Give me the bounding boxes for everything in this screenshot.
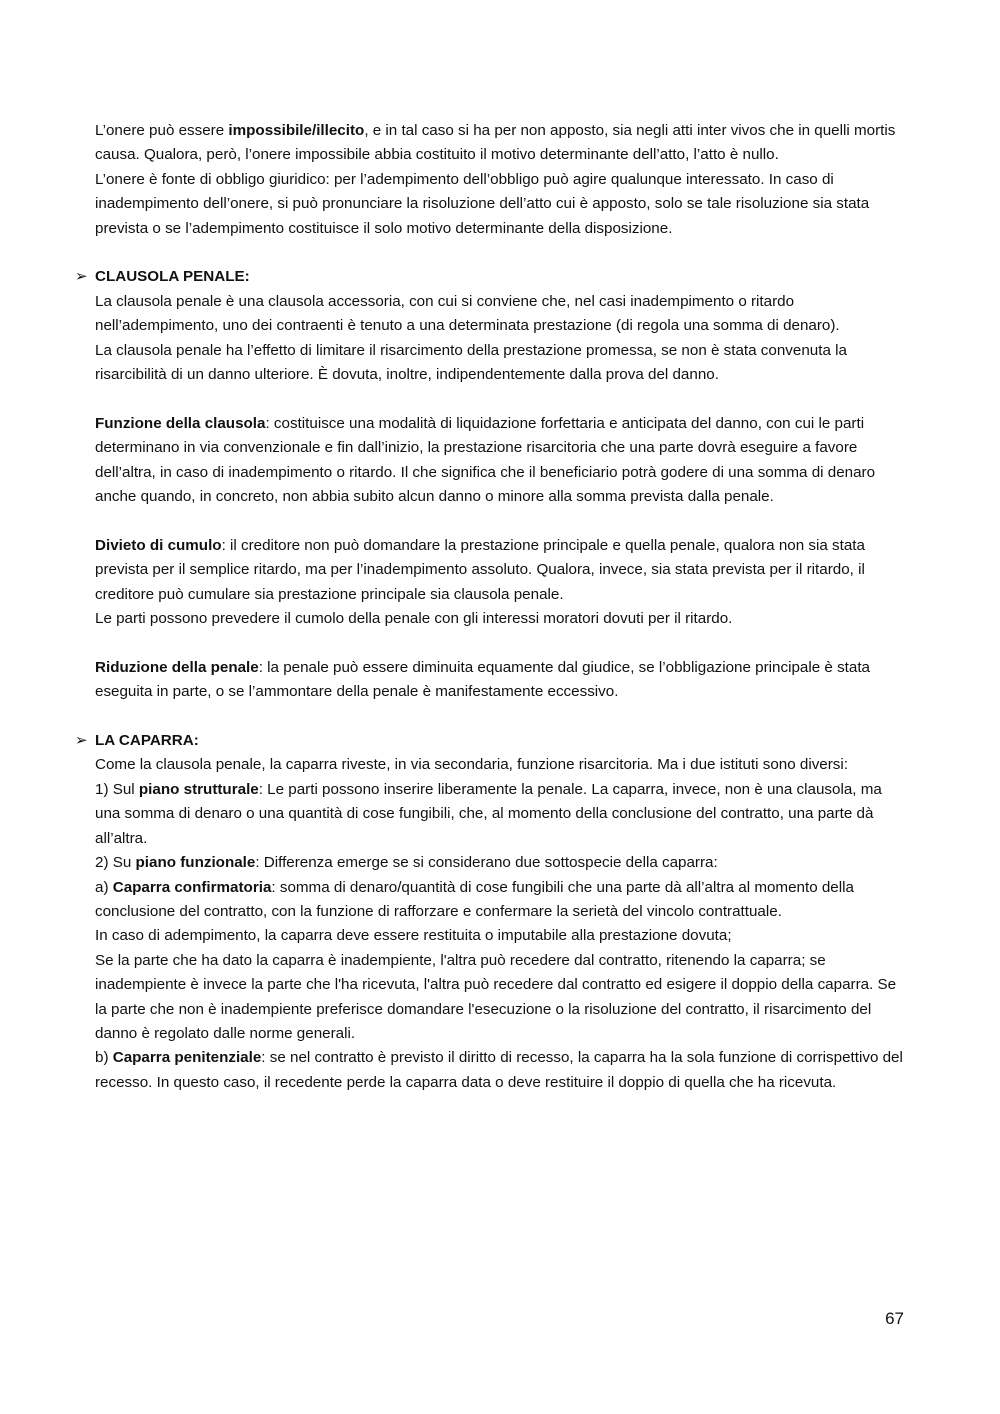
text-span: : Le parti possono inserire liberamente la penale. La caparra, invece, non è una clausola, ma una somma di denaro o una quantità di cose fungibili, che, al momento della conclusione del contratto, una parte dà all’altra.	[95, 780, 882, 847]
clausola-paragraph-2: La clausola penale ha l’effetto di limitare il risarcimento della prestazione promessa, se non è stata convenuta la risarcibilità di un danno ulteriore. È dovuta, inoltre, indipendentemente dalla prova del danno.	[95, 341, 847, 384]
bold-term: impossibile/illecito	[228, 122, 365, 139]
page-number: 67	[885, 1309, 904, 1328]
spacer	[95, 387, 910, 411]
text-span: 2) Su	[95, 854, 136, 872]
section-heading-caparra	[75, 729, 910, 753]
bold-term: Riduzione della penale	[95, 658, 259, 676]
spacer	[95, 241, 910, 265]
onere-paragraph-2: L’onere è fonte di obbligo giuridico: per l’adempimento dell’obbligo può agire qualunque interessato. In caso di inadempimento dell’onere, si può pronunciare la risoluzione dell’atto cui è apposto, solo se tale risoluzione sia stata prevista o se l’adempimento costituisce il solo motivo determinante della disposizione.	[95, 170, 870, 237]
spacer	[95, 631, 910, 655]
text-span: a)	[95, 878, 113, 896]
text-span: : il creditore non può domandare la prestazione principale e quella penale, qualora non sia stata prevista per il semplice ritardo, ma per l’inadempimento assoluto. Qualora, invece, sia stata prevista per il ritardo, il creditore può cumulare sia prestazione principale sia clausola penale.	[95, 536, 865, 603]
caparra-item-1	[95, 778, 910, 851]
caparra-item-a	[95, 876, 910, 925]
divieto-paragraph	[95, 534, 910, 607]
text-span: : se nel contratto è previsto il diritto di recesso, la caparra ha la sola funzione di corrispettivo del recesso. In questo caso, il recedente perde la caparra data o deve restituire il doppio di quella che ha ricevuta.	[95, 1049, 903, 1091]
onere-paragraph-1	[95, 119, 910, 168]
caparra-adempimento-line: In caso di adempimento, la caparra deve essere restituita o imputabile alla prestazione dovuta;	[95, 927, 732, 945]
caparra-item-2	[95, 851, 910, 875]
bold-term: Caparra confirmatoria	[112, 878, 272, 896]
text-span: , e in tal caso si ha per non apposto, sia negli atti inter vivos che in quelli mortis causa. Qualora, però, l’onere impossibile abbia costituito il motivo determinante dell’atto, l’atto è nullo.	[95, 122, 896, 164]
text-span: L’onere può essere	[95, 122, 229, 139]
text-span: : la penale può essere diminuita equamente dal giudice, se l’obbligazione principale è stata eseguita in parte, o se l’ammontare della penale è manifestamente eccessivo.	[95, 658, 870, 701]
bold-term: Caparra penitenziale	[112, 1049, 262, 1067]
text-span: : somma di denaro/quantità di cose fungibili che una parte dà all’altra al momento della conclusione del contratto, con la funzione di rafforzare e confermare la serietà del vincolo contrattuale.	[95, 878, 854, 920]
bold-term: piano funzionale	[135, 854, 256, 872]
text-span: b)	[95, 1049, 113, 1067]
bold-term: Divieto di cumulo	[95, 536, 222, 554]
caparra-item-b	[95, 1046, 910, 1095]
section-heading-clausola-penale	[75, 265, 910, 289]
arrowhead-bullet-icon: ➢	[75, 268, 88, 286]
page-body	[75, 119, 910, 1095]
bold-term: Funzione della clausola	[95, 414, 266, 432]
heading-text: CLAUSOLA PENALE:	[95, 268, 250, 286]
spacer	[95, 705, 910, 729]
divieto-paragraph-2: Le parti possono prevedere il cumolo della penale con gli interessi moratori dovuti per il ritardo.	[95, 610, 733, 628]
arrowhead-bullet-icon: ➢	[75, 732, 88, 750]
riduzione-paragraph	[95, 656, 910, 705]
heading-text: LA CAPARRA:	[95, 732, 199, 750]
text-span: : Differenza emerge se si considerano due sottospecie della caparra:	[255, 854, 718, 872]
funzione-paragraph	[95, 412, 910, 510]
bold-term: piano strutturale	[138, 780, 259, 798]
text-span: 1) Sul	[95, 780, 139, 798]
spacer	[95, 509, 910, 533]
clausola-paragraph-1: La clausola penale è una clausola accessoria, con cui si conviene che, nel casi inadempimento o ritardo nell’adempimento, uno dei contraenti è tenuto a una determinata prestazione (di regola una somma di denaro).	[95, 292, 840, 335]
caparra-intro: Come la clausola penale, la caparra riveste, in via secondaria, funzione risarcitoria. Ma i due istituti sono diversi:	[95, 756, 848, 774]
text-span: : costituisce una modalità di liquidazione forfettaria e anticipata del danno, con cui le parti determinano in via convenzionale e fin dall’inizio, la prestazione risarcitoria che una parte dovrà eseguire a favore dell’altra, in caso di inadempimento o ritardo. Il che significa che il beneficiario potrà godere di una somma di denaro anche quando, in concreto, non abbia subito alcun danno o minore alla somma prevista dalla penale.	[95, 414, 876, 506]
caparra-inadempiente-paragraph: Se la parte che ha dato la caparra è inadempiente, l'altra può recedere dal contratto, ritenendo la caparra; se inadempiente è invece la parte che l'ha ricevuta, l'altra può recedere dal contratto ed esigere il doppio della caparra. Se la parte che non è inadempiente preferisce domandare l'esecuzione o la risoluzione del contratto, il risarcimento del danno è regolato dalle norme generali.	[95, 951, 897, 1042]
